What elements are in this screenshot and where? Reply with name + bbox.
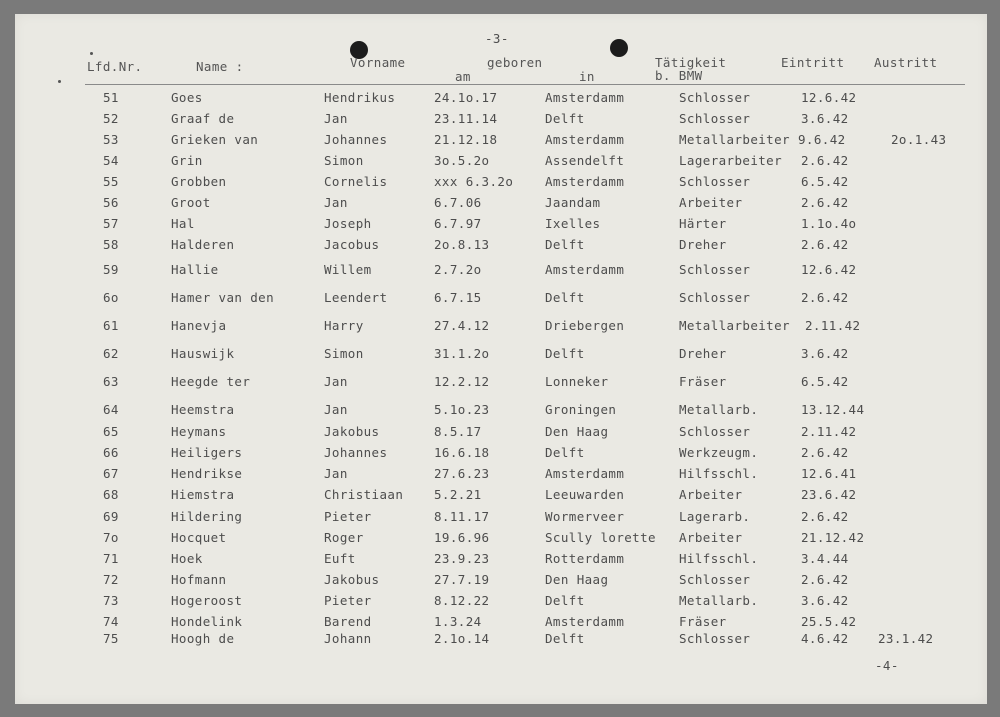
cell-lfd-nr: 7o xyxy=(103,530,119,545)
cell-lfd-nr: 65 xyxy=(103,424,119,439)
header-geboren: geboren xyxy=(487,55,543,70)
cell-name: Hogeroost xyxy=(171,593,243,608)
cell-geboren-am: 8.12.22 xyxy=(434,593,490,608)
cell-vorname: Jakobus xyxy=(324,572,380,587)
cell-lfd-nr: 64 xyxy=(103,402,119,417)
cell-geboren-in: Delft xyxy=(545,111,585,126)
cell-vorname: Christiaan xyxy=(324,487,404,502)
cell-name: Grobben xyxy=(171,174,227,189)
cell-geboren-in: Amsterdamm xyxy=(545,466,625,481)
cell-vorname: Jan xyxy=(324,374,348,389)
header-taetigkeit: Tätigkeit xyxy=(655,55,727,70)
cell-name: Hondelink xyxy=(171,614,243,629)
cell-name: Hiemstra xyxy=(171,487,235,502)
cell-taetigkeit: Arbeiter xyxy=(679,195,743,210)
margin-mark xyxy=(58,80,61,83)
cell-eintritt: 2.6.42 xyxy=(801,195,849,210)
cell-geboren-am: 5.2.21 xyxy=(434,487,482,502)
cell-geboren-in: Jaandam xyxy=(545,195,601,210)
cell-geboren-in: Leeuwarden xyxy=(545,487,625,502)
cell-eintritt: 25.5.42 xyxy=(801,614,857,629)
cell-name: Hal xyxy=(171,216,195,231)
cell-geboren-in: Driebergen xyxy=(545,318,625,333)
cell-vorname: Hendrikus xyxy=(324,90,396,105)
cell-taetigkeit: Dreher xyxy=(679,237,727,252)
cell-vorname: Johann xyxy=(324,631,372,646)
cell-vorname: Johannes xyxy=(324,132,388,147)
cell-lfd-nr: 57 xyxy=(103,216,119,231)
header-eintritt: Eintritt xyxy=(781,55,845,70)
cell-eintritt: 3.4.44 xyxy=(801,551,849,566)
cell-geboren-am: 6.7.15 xyxy=(434,290,482,305)
cell-taetigkeit: Fräser xyxy=(679,614,727,629)
cell-geboren-in: Assendelft xyxy=(545,153,625,168)
cell-lfd-nr: 69 xyxy=(103,509,119,524)
cell-name: Hocquet xyxy=(171,530,227,545)
cell-taetigkeit: Schlosser xyxy=(679,111,751,126)
cell-geboren-in: Rotterdamm xyxy=(545,551,625,566)
cell-geboren-am: 12.2.12 xyxy=(434,374,490,389)
cell-eintritt: 4.6.42 xyxy=(801,631,849,646)
cell-taetigkeit: Metallarb. xyxy=(679,402,759,417)
header-lfd-nr: Lfd.Nr. xyxy=(87,59,143,74)
cell-eintritt: 3.6.42 xyxy=(801,593,849,608)
cell-geboren-in: Delft xyxy=(545,445,585,460)
header-bei-bmw: b. BMW xyxy=(655,68,703,83)
cell-lfd-nr: 72 xyxy=(103,572,119,587)
cell-name: Hallie xyxy=(171,262,219,277)
cell-taetigkeit: Metallarbeiter xyxy=(679,318,790,333)
cell-vorname: Pieter xyxy=(324,593,372,608)
cell-taetigkeit: Schlosser xyxy=(679,631,751,646)
cell-geboren-am: 23.9.23 xyxy=(434,551,490,566)
cell-geboren-in: Delft xyxy=(545,631,585,646)
cell-vorname: Jan xyxy=(324,195,348,210)
cell-vorname: Jan xyxy=(324,466,348,481)
cell-geboren-in: Amsterdamm xyxy=(545,90,625,105)
cell-taetigkeit: Schlosser xyxy=(679,174,751,189)
punch-hole-right xyxy=(610,39,628,57)
cell-taetigkeit: Metallarb. xyxy=(679,593,759,608)
cell-lfd-nr: 56 xyxy=(103,195,119,210)
cell-vorname: Joseph xyxy=(324,216,372,231)
cell-lfd-nr: 73 xyxy=(103,593,119,608)
cell-vorname: Willem xyxy=(324,262,372,277)
cell-lfd-nr: 74 xyxy=(103,614,119,629)
cell-eintritt: 2.6.42 xyxy=(801,290,849,305)
cell-name: Hofmann xyxy=(171,572,227,587)
cell-eintritt: 12.6.42 xyxy=(801,262,857,277)
cell-name: Graaf de xyxy=(171,111,235,126)
cell-geboren-in: Delft xyxy=(545,237,585,252)
cell-lfd-nr: 68 xyxy=(103,487,119,502)
cell-name: Halderen xyxy=(171,237,235,252)
cell-geboren-am: 6.7.06 xyxy=(434,195,482,210)
cell-geboren-in: Den Haag xyxy=(545,572,609,587)
cell-geboren-am: 5.1o.23 xyxy=(434,402,490,417)
cell-taetigkeit: Hilfsschl. xyxy=(679,466,759,481)
cell-geboren-am: 24.1o.17 xyxy=(434,90,498,105)
cell-vorname: Jakobus xyxy=(324,424,380,439)
document-page xyxy=(15,14,987,704)
cell-name: Hamer van den xyxy=(171,290,275,305)
cell-eintritt: 21.12.42 xyxy=(801,530,865,545)
cell-taetigkeit: Arbeiter xyxy=(679,530,743,545)
cell-lfd-nr: 58 xyxy=(103,237,119,252)
cell-name: Grin xyxy=(171,153,203,168)
cell-eintritt: 3.6.42 xyxy=(801,111,849,126)
cell-geboren-am: 27.7.19 xyxy=(434,572,490,587)
cell-taetigkeit: Werkzeugm. xyxy=(679,445,759,460)
cell-taetigkeit: Metallarbeiter xyxy=(679,132,790,147)
cell-lfd-nr: 67 xyxy=(103,466,119,481)
cell-eintritt: 23.6.42 xyxy=(801,487,857,502)
cell-name: Goes xyxy=(171,90,203,105)
header-in: in xyxy=(579,69,595,84)
margin-mark xyxy=(90,52,93,55)
page-number-top: -3- xyxy=(485,31,509,46)
cell-lfd-nr: 61 xyxy=(103,318,119,333)
cell-geboren-in: Ixelles xyxy=(545,216,601,231)
cell-lfd-nr: 62 xyxy=(103,346,119,361)
cell-geboren-am: 1.3.24 xyxy=(434,614,482,629)
cell-geboren-am: 27.6.23 xyxy=(434,466,490,481)
cell-lfd-nr: 51 xyxy=(103,90,119,105)
cell-geboren-am: 2.1o.14 xyxy=(434,631,490,646)
cell-eintritt: 2.6.42 xyxy=(801,237,849,252)
cell-lfd-nr: 66 xyxy=(103,445,119,460)
cell-name: Heegde ter xyxy=(171,374,251,389)
cell-name: Hanevja xyxy=(171,318,227,333)
cell-geboren-in: Amsterdamm xyxy=(545,174,625,189)
cell-lfd-nr: 59 xyxy=(103,262,119,277)
cell-vorname: Euft xyxy=(324,551,356,566)
cell-geboren-am: 6.7.97 xyxy=(434,216,482,231)
cell-austritt: 23.1.42 xyxy=(878,631,934,646)
cell-name: Groot xyxy=(171,195,211,210)
cell-name: Heiligers xyxy=(171,445,243,460)
cell-vorname: Pieter xyxy=(324,509,372,524)
cell-austritt: 2o.1.43 xyxy=(891,132,947,147)
cell-vorname: Johannes xyxy=(324,445,388,460)
cell-eintritt: 3.6.42 xyxy=(801,346,849,361)
cell-geboren-in: Delft xyxy=(545,346,585,361)
header-austritt: Austritt xyxy=(874,55,938,70)
cell-name: Heymans xyxy=(171,424,227,439)
cell-name: Heemstra xyxy=(171,402,235,417)
cell-vorname: Jan xyxy=(324,111,348,126)
header-am: am xyxy=(455,69,471,84)
cell-lfd-nr: 54 xyxy=(103,153,119,168)
cell-taetigkeit: Hilfsschl. xyxy=(679,551,759,566)
cell-geboren-am: 8.5.17 xyxy=(434,424,482,439)
cell-geboren-in: Delft xyxy=(545,593,585,608)
cell-lfd-nr: 63 xyxy=(103,374,119,389)
cell-taetigkeit: Schlosser xyxy=(679,262,751,277)
cell-eintritt: 2.11.42 xyxy=(805,318,861,333)
cell-taetigkeit: Lagerarbeiter xyxy=(679,153,783,168)
header-name: Name : xyxy=(196,59,244,74)
cell-taetigkeit: Schlosser xyxy=(679,424,751,439)
cell-geboren-am: 8.11.17 xyxy=(434,509,490,524)
cell-geboren-am: 27.4.12 xyxy=(434,318,490,333)
cell-vorname: Roger xyxy=(324,530,364,545)
cell-eintritt: 6.5.42 xyxy=(801,374,849,389)
cell-geboren-in: Amsterdamm xyxy=(545,262,625,277)
cell-taetigkeit: Schlosser xyxy=(679,572,751,587)
cell-eintritt: 2.6.42 xyxy=(801,509,849,524)
cell-taetigkeit: Härter xyxy=(679,216,727,231)
cell-lfd-nr: 52 xyxy=(103,111,119,126)
cell-eintritt: 1.1o.4o xyxy=(801,216,857,231)
cell-vorname: Simon xyxy=(324,153,364,168)
cell-eintritt: 12.6.41 xyxy=(801,466,857,481)
cell-vorname: Leendert xyxy=(324,290,388,305)
cell-geboren-in: Groningen xyxy=(545,402,617,417)
cell-name: Hoek xyxy=(171,551,203,566)
cell-geboren-in: Wormerveer xyxy=(545,509,625,524)
cell-lfd-nr: 75 xyxy=(103,631,119,646)
cell-lfd-nr: 55 xyxy=(103,174,119,189)
cell-name: Hildering xyxy=(171,509,243,524)
cell-geboren-am: xxx 6.3.2o xyxy=(434,174,514,189)
cell-eintritt: 2.6.42 xyxy=(801,445,849,460)
cell-geboren-in: Scully lorette xyxy=(545,530,656,545)
cell-eintritt: 2.6.42 xyxy=(801,153,849,168)
page-number-bottom: -4- xyxy=(875,658,899,673)
header-vorname: Vorname xyxy=(350,55,406,70)
cell-taetigkeit: Dreher xyxy=(679,346,727,361)
cell-taetigkeit: Arbeiter xyxy=(679,487,743,502)
cell-eintritt: 9.6.42 xyxy=(798,132,846,147)
cell-name: Hendrikse xyxy=(171,466,243,481)
cell-geboren-am: 23.11.14 xyxy=(434,111,498,126)
cell-taetigkeit: Schlosser xyxy=(679,90,751,105)
cell-eintritt: 2.6.42 xyxy=(801,572,849,587)
cell-eintritt: 12.6.42 xyxy=(801,90,857,105)
cell-eintritt: 2.11.42 xyxy=(801,424,857,439)
cell-vorname: Barend xyxy=(324,614,372,629)
cell-lfd-nr: 6o xyxy=(103,290,119,305)
cell-name: Grieken van xyxy=(171,132,259,147)
cell-name: Hauswijk xyxy=(171,346,235,361)
cell-vorname: Simon xyxy=(324,346,364,361)
cell-geboren-am: 21.12.18 xyxy=(434,132,498,147)
cell-geboren-am: 3o.5.2o xyxy=(434,153,490,168)
cell-geboren-in: Lonneker xyxy=(545,374,609,389)
cell-eintritt: 13.12.44 xyxy=(801,402,865,417)
cell-vorname: Jan xyxy=(324,402,348,417)
cell-geboren-in: Den Haag xyxy=(545,424,609,439)
cell-geboren-am: 2.7.2o xyxy=(434,262,482,277)
cell-geboren-am: 16.6.18 xyxy=(434,445,490,460)
cell-geboren-am: 31.1.2o xyxy=(434,346,490,361)
header-rule xyxy=(85,84,965,85)
cell-lfd-nr: 53 xyxy=(103,132,119,147)
cell-vorname: Jacobus xyxy=(324,237,380,252)
cell-name: Hoogh de xyxy=(171,631,235,646)
cell-geboren-in: Amsterdamm xyxy=(545,614,625,629)
cell-taetigkeit: Fräser xyxy=(679,374,727,389)
cell-geboren-in: Delft xyxy=(545,290,585,305)
cell-taetigkeit: Schlosser xyxy=(679,290,751,305)
cell-lfd-nr: 71 xyxy=(103,551,119,566)
cell-geboren-am: 2o.8.13 xyxy=(434,237,490,252)
cell-vorname: Harry xyxy=(324,318,364,333)
cell-vorname: Cornelis xyxy=(324,174,388,189)
cell-taetigkeit: Lagerarb. xyxy=(679,509,751,524)
cell-geboren-in: Amsterdamm xyxy=(545,132,625,147)
cell-geboren-am: 19.6.96 xyxy=(434,530,490,545)
cell-eintritt: 6.5.42 xyxy=(801,174,849,189)
